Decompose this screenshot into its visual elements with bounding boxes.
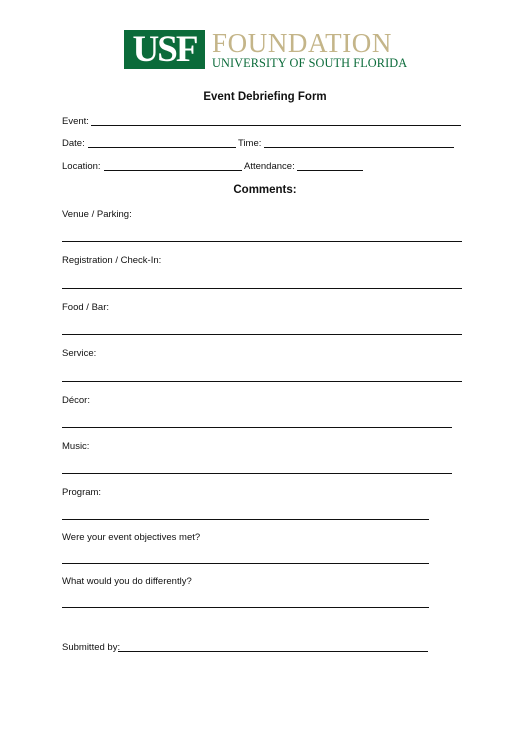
food-bar-field[interactable] bbox=[62, 334, 462, 335]
usf-foundation-logo bbox=[124, 30, 407, 69]
objectives-label: Were your event objectives met? bbox=[62, 532, 201, 543]
music-label: Music: bbox=[62, 441, 90, 452]
logo-university-text: UNIVERSITY OF SOUTH FLORIDA bbox=[212, 56, 408, 70]
submitted-by-label: Submitted by: bbox=[62, 642, 121, 653]
event-field[interactable] bbox=[91, 125, 461, 126]
decor-field[interactable] bbox=[62, 427, 452, 428]
form-title: Event Debriefing Form bbox=[203, 91, 327, 103]
differently-label: What would you do differently? bbox=[62, 576, 192, 587]
attendance-field[interactable] bbox=[297, 170, 363, 171]
venue-parking-field[interactable] bbox=[62, 241, 462, 242]
location-label: Location: bbox=[62, 161, 101, 172]
service-label: Service: bbox=[62, 348, 97, 359]
objectives-field[interactable] bbox=[62, 563, 429, 564]
food-bar-label: Food / Bar: bbox=[62, 302, 109, 313]
date-label: Date: bbox=[62, 138, 85, 149]
date-field[interactable] bbox=[88, 147, 236, 148]
time-label: Time: bbox=[238, 138, 262, 149]
logo-usf-mark: USF bbox=[124, 30, 205, 69]
decor-label: Décor: bbox=[62, 395, 90, 406]
logo-wordmark-group bbox=[212, 30, 407, 69]
comments-heading: Comments: bbox=[233, 184, 297, 196]
registration-label: Registration / Check-In: bbox=[62, 255, 162, 266]
program-label: Program: bbox=[62, 487, 102, 498]
logo-foundation-text: FOUNDATION bbox=[212, 28, 392, 58]
attendance-label: Attendance: bbox=[244, 161, 295, 172]
venue-parking-label: Venue / Parking: bbox=[62, 209, 132, 220]
event-label: Event: bbox=[62, 116, 89, 127]
submitted-by-field[interactable] bbox=[118, 651, 428, 652]
time-field[interactable] bbox=[264, 147, 454, 148]
service-field[interactable] bbox=[62, 381, 462, 382]
differently-field[interactable] bbox=[62, 607, 429, 608]
registration-field[interactable] bbox=[62, 288, 462, 289]
program-field[interactable] bbox=[62, 519, 429, 520]
music-field[interactable] bbox=[62, 473, 452, 474]
location-field[interactable] bbox=[104, 170, 242, 171]
